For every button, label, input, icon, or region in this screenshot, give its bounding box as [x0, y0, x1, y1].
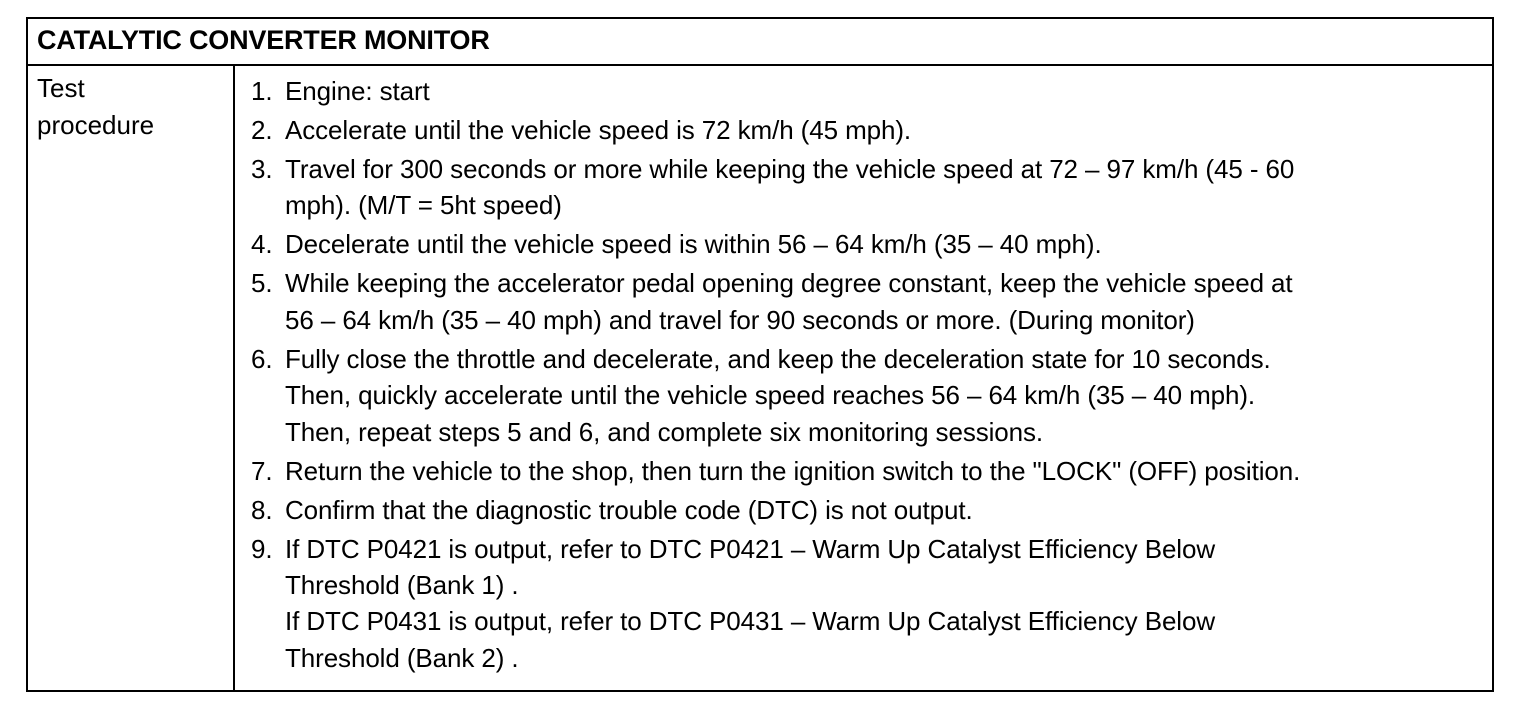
procedure-step: [251, 226, 1492, 262]
step-text: [285, 151, 1492, 224]
step-text: [285, 226, 1492, 262]
procedure-step: [251, 265, 1492, 338]
procedure-steps-list: [235, 66, 1492, 676]
procedure-step: [251, 492, 1492, 528]
step-number: 3.: [251, 154, 273, 184]
monitor-table: [26, 17, 1494, 692]
procedure-step: [251, 151, 1492, 224]
step-text-line: Then, repeat steps 5 and 6, and complete six monitoring sessions.: [285, 416, 1044, 447]
step-text-line: Engine: start: [285, 76, 430, 106]
step-text-line: Confirm that the diagnostic trouble code (DTC) is not output.: [285, 494, 973, 525]
step-text-line: Threshold (Bank 2) .: [285, 642, 519, 673]
step-text: [285, 265, 1492, 338]
step-text-line: While keeping the accelerator pedal opening degree constant, keep the vehicle speed at: [285, 268, 1293, 299]
table-title: CATALYTIC CONVERTER MONITOR: [28, 19, 1492, 66]
step-text-line: Travel for 300 seconds or more while keeping the vehicle speed at 72 – 97 km/h (45 - 60: [285, 154, 1295, 184]
step-text: [285, 73, 1492, 109]
step-text-line: Fully close the throttle and decelerate, and keep the deceleration state for 10 seconds.: [285, 343, 1271, 374]
step-number: 7.: [251, 455, 273, 486]
step-text-line: If DTC P0431 is output, refer to DTC P0431 – Warm Up Catalyst Efficiency Below: [285, 606, 1216, 637]
step-text: [285, 453, 1492, 489]
step-number: 6.: [251, 343, 273, 374]
step-number: 5.: [251, 268, 273, 299]
step-text: [285, 531, 1492, 677]
row-label: [28, 66, 235, 690]
step-text-line: 56 – 64 km/h (35 – 40 mph) and travel for 90 seconds or more. (During monitor): [285, 304, 1195, 335]
procedure-cell: [235, 66, 1492, 690]
test-procedure-row: [28, 66, 1492, 690]
step-text: [285, 492, 1492, 528]
step-text: [285, 112, 1492, 148]
row-label-line: Test: [37, 73, 85, 103]
step-text-line: Accelerate until the vehicle speed is 72 km/h (45 mph).: [285, 115, 912, 145]
row-label-line: procedure: [37, 110, 155, 140]
procedure-step: [251, 453, 1492, 489]
step-number: 1.: [251, 76, 273, 106]
step-text-line: If DTC P0421 is output, refer to DTC P0421 – Warm Up Catalyst Efficiency Below: [285, 533, 1216, 564]
procedure-step: [251, 531, 1492, 677]
step-text-line: mph). (M/T = 5ht speed): [285, 190, 562, 221]
step-number: 9.: [251, 533, 273, 564]
step-text-line: Threshold (Bank 1) .: [285, 570, 519, 601]
step-number: 8.: [251, 494, 273, 525]
step-number: 4.: [251, 229, 273, 260]
step-text-line: Then, quickly accelerate until the vehicle speed reaches 56 – 64 km/h (35 – 40 mph).: [285, 380, 1256, 411]
procedure-step: [251, 341, 1492, 450]
step-text: [285, 341, 1492, 450]
step-number: 2.: [251, 115, 273, 145]
step-text-line: Decelerate until the vehicle speed is within 56 – 64 km/h (35 – 40 mph).: [285, 229, 1102, 260]
procedure-step: [251, 112, 1492, 148]
step-text-line: Return the vehicle to the shop, then turn the ignition switch to the "LOCK" (OFF) position.: [285, 455, 1301, 486]
procedure-step: [251, 73, 1492, 109]
